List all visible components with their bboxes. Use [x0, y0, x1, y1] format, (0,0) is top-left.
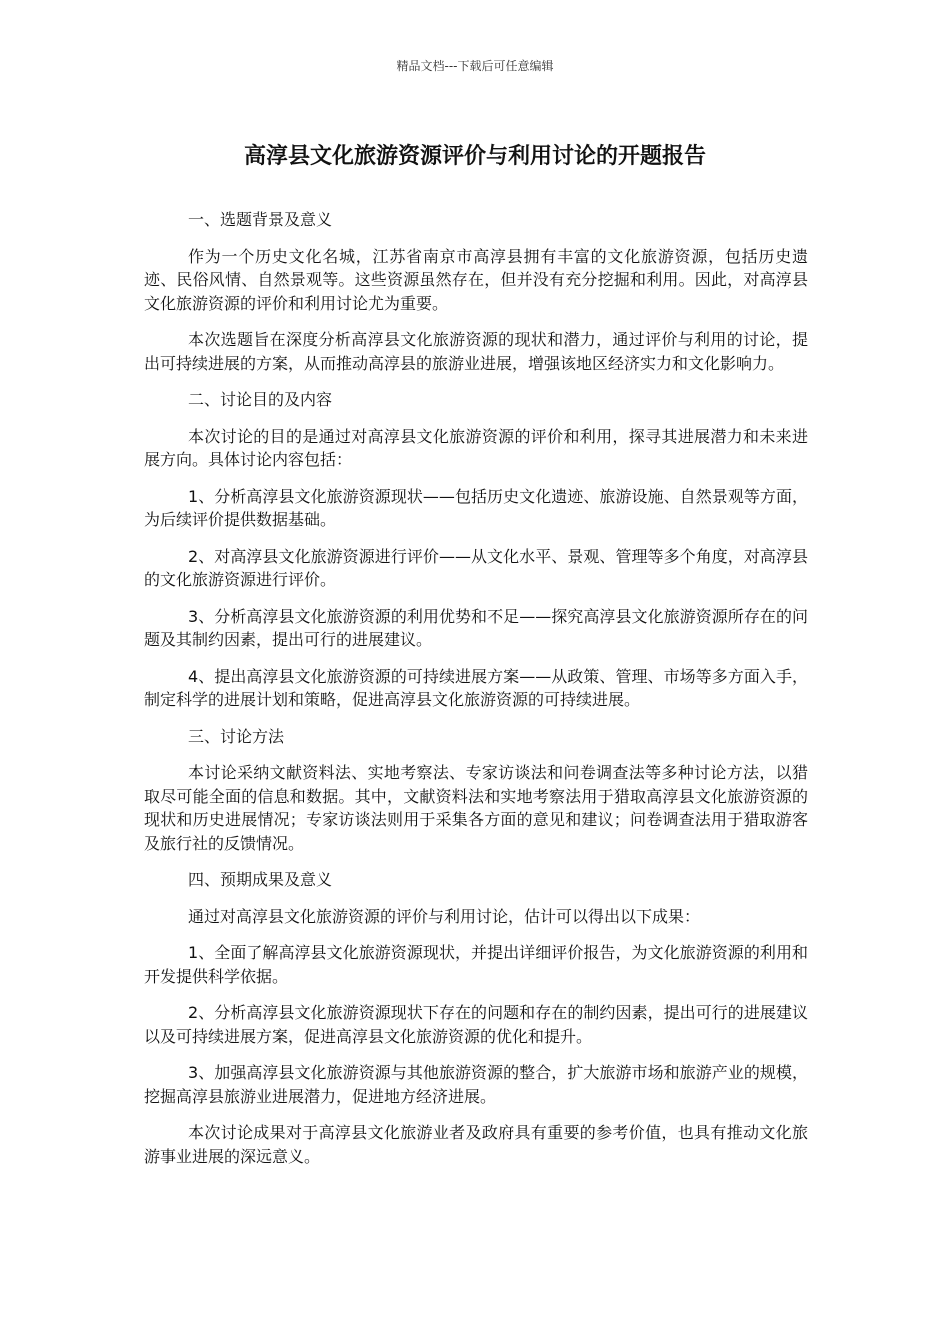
section-heading-objectives: 二、讨论目的及内容: [188, 390, 333, 409]
list-item: 2、分析高淳县文化旅游资源现状下存在的问题和存在的制约因素，提出可行的进展建议以及可持续进展方案，促进高淳县文化旅游资源的优化和提升。: [144, 1003, 808, 1046]
paragraph: 通过对高淳县文化旅游资源的评价与利用讨论，估计可以得出以下成果：: [188, 906, 701, 926]
paragraph: 本次选题旨在深度分析高淳县文化旅游资源的现状和潜力，通过评价与利用的讨论，提出可持续进展的方案，从而推动高淳县的旅游业进展，增强该地区经济实力和文化影响力。: [144, 330, 808, 373]
page-header: 精品文档---下载后可任意编辑: [396, 59, 554, 73]
paragraph: 本次讨论的目的是通过对高淳县文化旅游资源的评价和利用，探寻其进展潜力和未来进展方向。具体讨论内容包括：: [144, 426, 808, 469]
paragraph: 本次讨论成果对于高淳县文化旅游业者及政府具有重要的参考价值，也具有推动文化旅游事业进展的深远意义。: [144, 1123, 808, 1166]
paragraph: 本讨论采纳文献资料法、实地考察法、专家访谈法和问卷调查法等多种讨论方法，以猎取尽可能全面的信息和数据。其中，文献资料法和实地考察法用于猎取高淳县文化旅游资源的现状和历史进展情况；专家访谈法则用于采集各方面的意见和建议；问卷调查法用于猎取游客及旅行社的反馈情况。: [144, 763, 808, 853]
list-item: 4、提出高淳县文化旅游资源的可持续进展方案——从政策、管理、市场等多方面入手，制定科学的进展计划和策略，促进高淳县文化旅游资源的可持续进展。: [144, 666, 808, 709]
paragraph: 作为一个历史文化名城，江苏省南京市高淳县拥有丰富的文化旅游资源，包括历史遗迹、民俗风情、自然景观等。这些资源虽然存在，但并没有充分挖掘和利用。因此，对高淳县文化旅游资源的评价和利用讨论尤为重要。: [144, 246, 808, 313]
list-item: 1、分析高淳县文化旅游资源现状——包括历史文化遗迹、旅游设施、自然景观等方面，为后续评价提供数据基础。: [144, 486, 808, 529]
document-title: 高淳县文化旅游资源评价与利用讨论的开题报告: [243, 144, 706, 169]
section-heading-background: 一、选题背景及意义: [188, 210, 333, 229]
list-item: 1、全面了解高淳县文化旅游资源现状，并提出详细评价报告，为文化旅游资源的利用和开发提供科学依据。: [144, 943, 808, 986]
list-item: 3、分析高淳县文化旅游资源的利用优势和不足——探究高淳县文化旅游资源所存在的问题及其制约因素，提出可行的进展建议。: [144, 606, 808, 649]
list-item: 2、对高淳县文化旅游资源进行评价——从文化水平、景观、管理等多个角度，对高淳县的文化旅游资源进行评价。: [144, 546, 808, 589]
section-heading-methods: 三、讨论方法: [188, 726, 285, 746]
list-item: 3、加强高淳县文化旅游资源与其他旅游资源的整合，扩大旅游市场和旅游产业的规模，挖掘高淳县旅游业进展潜力，促进地方经济进展。: [144, 1063, 808, 1106]
document-body: [144, 208, 808, 1181]
section-heading-outcomes: 四、预期成果及意义: [188, 870, 333, 889]
